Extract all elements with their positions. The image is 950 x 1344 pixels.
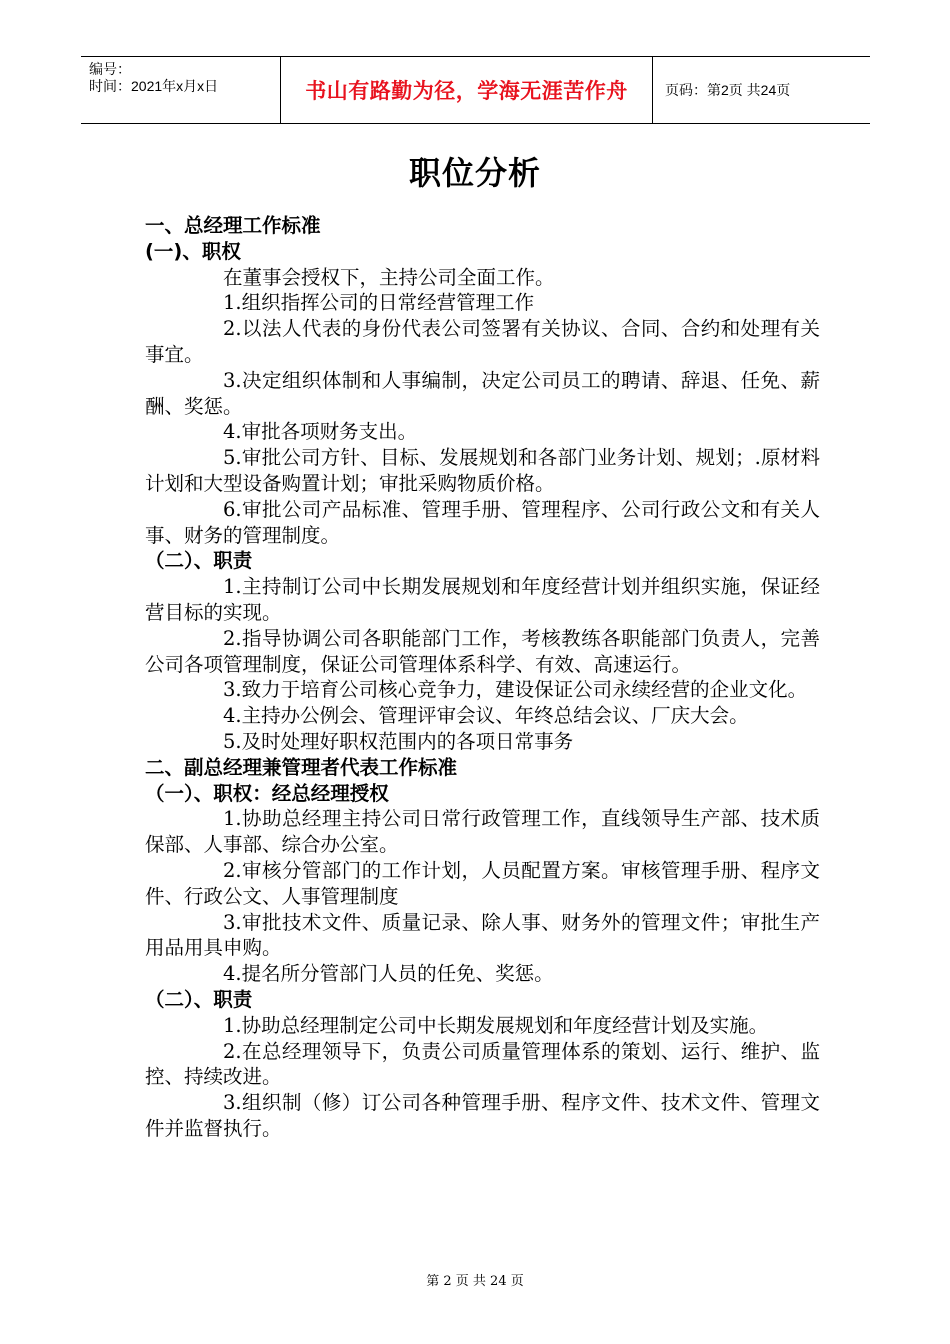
header-motto: 书山有路勤为径，学海无涯苦作舟 xyxy=(281,57,653,123)
document-body xyxy=(145,213,820,1142)
paragraph: 2.以法人代表的身份代表公司签署有关协议、合同、合约和处理有关事宜。 xyxy=(145,317,820,366)
header-page-info: 页码：第2页 共24页 xyxy=(665,82,791,98)
paragraph: 4.提名所分管部门人员的任免、奖惩。 xyxy=(223,962,554,986)
document-date: 时间：2021年x月x日 xyxy=(89,78,219,94)
paragraph: 1.主持制订公司中长期发展规划和年度经营计划并组织实施，保证经营目标的实现。 xyxy=(145,575,820,624)
paragraph: 5.审批公司方针、目标、发展规划和各部门业务计划、规划；.原材料计划和大型设备购置计划；审批采购物质价格。 xyxy=(145,446,820,495)
paragraph: 2.指导协调公司各职能部门工作，考核教练各职能部门负责人，完善公司各项管理制度，保证公司管理体系科学、有效、高速运行。 xyxy=(145,626,820,676)
section-heading: 二、副总经理兼管理者代表工作标准 xyxy=(145,755,458,779)
subsection-heading: （二）、职责 xyxy=(145,549,253,573)
page-title: 职位分析 xyxy=(408,154,541,192)
page-footer: 第 2 页 共 24 页 xyxy=(426,1274,524,1289)
paragraph: 6.审批公司产品标准、管理手册、管理程序、公司行政公文和有关人事、财务的管理制度。 xyxy=(145,497,820,547)
paragraph: 在董事会授权下，主持公司全面工作。 xyxy=(223,265,555,289)
paragraph: 2.审核分管部门的工作计划，人员配置方案。审核管理手册、程序文件、行政公文、人事管理制度 xyxy=(145,858,820,908)
paragraph: 3.决定组织体制和人事编制，决定公司员工的聘请、辞退、任免、薪酬、奖惩。 xyxy=(145,368,820,418)
paragraph: 4.审批各项财务支出。 xyxy=(223,420,418,444)
paragraph: 4.主持办公例会、管理评审会议、年终总结会议、厂庆大会。 xyxy=(223,704,749,728)
paragraph: 1.协助总经理主持公司日常行政管理工作，直线领导生产部、技术质保部、人事部、综合办公室。 xyxy=(145,807,820,857)
section-heading: 一、总经理工作标准 xyxy=(145,214,321,237)
document-number-label: 编号： xyxy=(89,61,131,77)
paragraph: 1.组织指挥公司的日常经营管理工作 xyxy=(223,291,535,315)
paragraph: 5.及时处理好职权范围内的各项日常事务 xyxy=(223,729,574,753)
header-meta xyxy=(81,57,281,123)
subsection-heading: (一)、职权 xyxy=(145,239,241,263)
page-header xyxy=(81,56,870,124)
paragraph: 1.协助总经理制定公司中长期发展规划和年度经营计划及实施。 xyxy=(223,1013,769,1037)
paragraph: 3.组织制（修）订公司各种管理手册、程序文件、技术文件、管理文件并监督执行。 xyxy=(145,1091,820,1140)
subsection-heading: （一）、职权：经总经理授权 xyxy=(145,781,389,805)
paragraph: 2.在总经理领导下，负责公司质量管理体系的策划、运行、维护、监控、持续改进。 xyxy=(145,1039,820,1089)
paragraph: 3.审批技术文件、质量记录、除人事、财务外的管理文件；审批生产用品用具申购。 xyxy=(145,910,820,960)
subsection-heading: （二）、职责 xyxy=(145,987,253,1011)
paragraph: 3.致力于培育公司核心竞争力，建设保证公司永续经营的企业文化。 xyxy=(223,678,808,702)
